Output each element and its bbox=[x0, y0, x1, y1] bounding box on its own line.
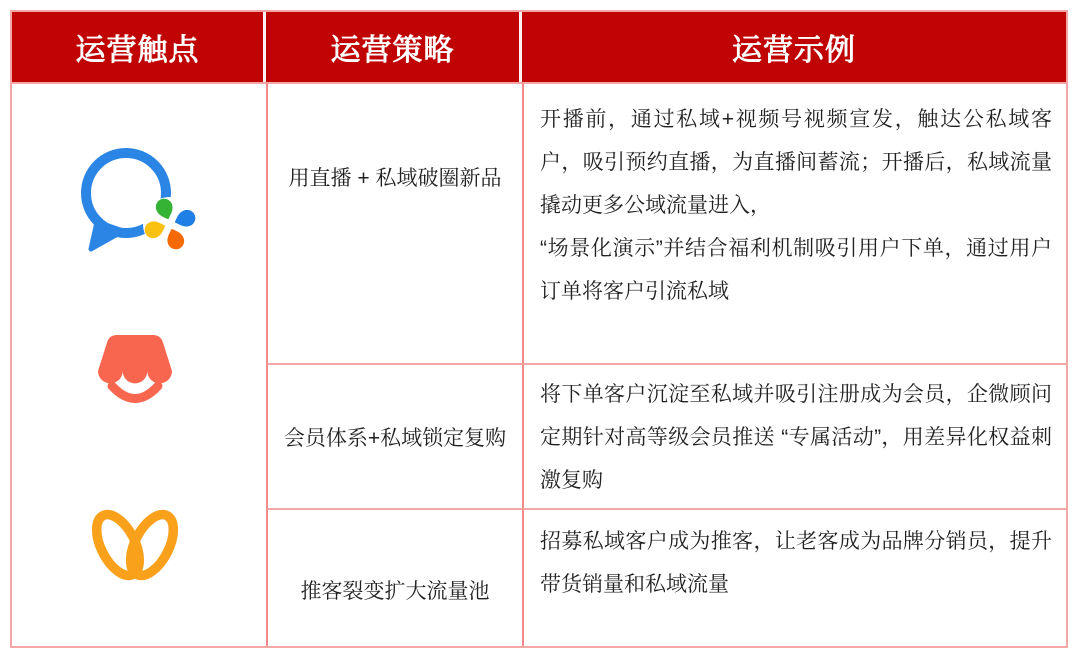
operations-table bbox=[10, 10, 1068, 648]
wechat-channels-icon bbox=[82, 498, 188, 592]
example-cell-membership bbox=[522, 363, 1066, 508]
example-cell-affiliate bbox=[522, 508, 1066, 646]
header-strategy: 运营策略 bbox=[266, 12, 522, 82]
wechat-minishop-icon bbox=[90, 328, 180, 410]
strategy-cell-affiliate bbox=[266, 508, 522, 646]
example-paragraph: 招募私域客户成为推客，让老客成为品牌分销员，提升带货销量和私域流量 bbox=[540, 530, 1052, 596]
example-paragraph: “场景化演示”并结合福利机制吸引用户下单，通过用户订单将客户引流私域 bbox=[540, 237, 1052, 303]
example-paragraph: 开播前，通过私域+视频号视频宣发，触达公私域客户，吸引预约直播，为直播间蓄流；开播后，私域流量撬动更多公域流量进入， bbox=[540, 108, 1052, 217]
strategy-text: 会员体系+私域锁定复购 bbox=[283, 426, 507, 450]
header-example: 运营示例 bbox=[522, 12, 1066, 82]
strategy-text: 推客裂变扩大流量池 bbox=[300, 580, 490, 603]
example-cell-live bbox=[522, 82, 1066, 363]
wecom-icon bbox=[70, 146, 206, 260]
strategy-text: 用直播 + 私域破圈新品 bbox=[288, 167, 502, 190]
strategy-cell-live bbox=[266, 82, 522, 363]
touchpoint-cell bbox=[12, 82, 266, 646]
example-paragraph: 将下单客户沉淀至私域并吸引注册成为会员，企微顾问定期针对高等级会员推送 “专属活动”，用差异化权益刺激复购 bbox=[540, 383, 1052, 492]
strategy-cell-membership bbox=[266, 363, 522, 508]
header-touchpoint: 运营触点 bbox=[12, 12, 266, 82]
